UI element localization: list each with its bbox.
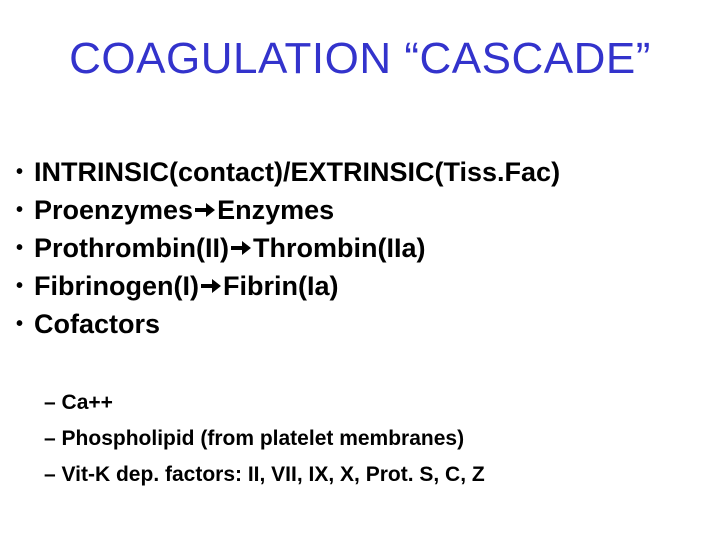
sub-marker: – <box>44 463 56 486</box>
bullet-to: Enzymes <box>217 195 335 225</box>
slide-title: COAGULATION “CASCADE” <box>69 34 651 83</box>
sub-bullet-text: Phospholipid (from platelet membranes) <box>61 427 465 450</box>
right-arrow-icon <box>194 201 216 219</box>
bullet-to: Thrombin(IIa) <box>252 233 426 263</box>
bullet-item <box>16 305 560 343</box>
bullet-text: INTRINSIC(contact)/EXTRINSIC(Tiss.Fac) <box>34 157 561 187</box>
sub-bullet-list <box>44 385 485 493</box>
sub-bullet-text: Vit-K dep. factors: II, VII, IX, X, Prot. S, C, Z <box>61 463 485 486</box>
sub-bullet-text: Ca++ <box>61 391 113 414</box>
right-arrow-icon <box>200 277 222 295</box>
sub-bullet-item <box>44 421 485 457</box>
bullet-marker: • <box>16 237 24 259</box>
bullet-marker: • <box>16 199 24 221</box>
bullet-item <box>16 229 560 267</box>
bullet-from: Fibrinogen(I) <box>34 271 199 301</box>
bullet-item <box>16 191 560 229</box>
bullet-item <box>16 267 560 305</box>
bullet-marker: • <box>16 275 24 297</box>
bullet-item <box>16 153 560 191</box>
sub-bullet-item <box>44 457 485 493</box>
sub-marker: – <box>44 391 56 414</box>
bullet-to: Fibrin(Ia) <box>222 271 339 301</box>
bullet-text: Cofactors <box>34 309 161 339</box>
sub-marker: – <box>44 427 56 450</box>
right-arrow-icon <box>230 239 252 257</box>
bullet-from: Proenzymes <box>34 195 194 225</box>
sub-bullet-item <box>44 385 485 421</box>
bullet-from: Prothrombin(II) <box>34 233 229 263</box>
bullet-list <box>16 153 560 343</box>
bullet-marker: • <box>16 313 24 335</box>
bullet-marker: • <box>16 161 24 183</box>
